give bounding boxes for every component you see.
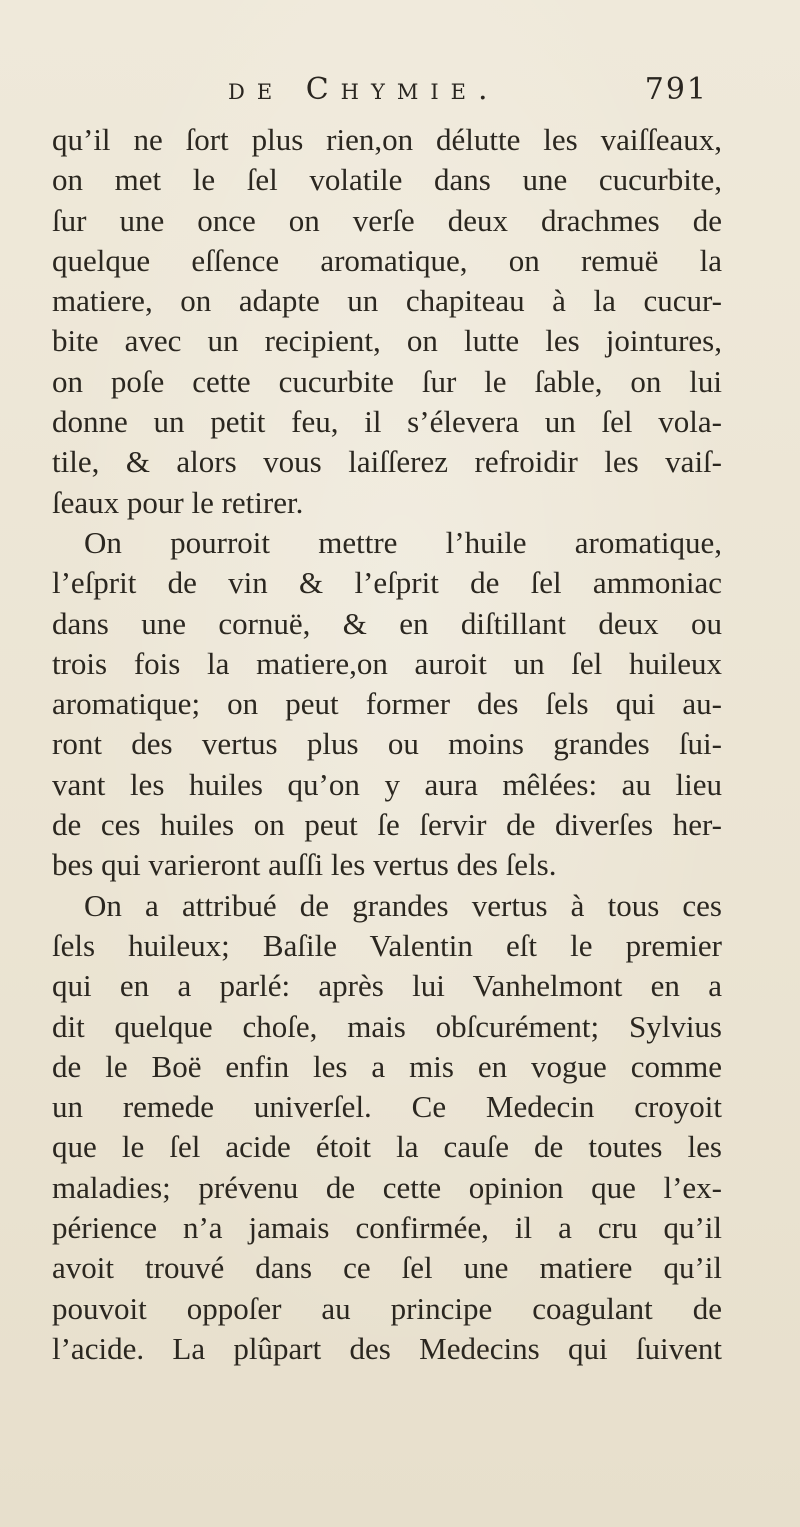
paragraph-start-line: On a attribué de grandes vertus à tous ces xyxy=(84,887,722,923)
text-line: on met le ſel volatile dans une cucurbite, xyxy=(52,162,722,198)
text-line: qui en a parlé: après lui Vanhelmont en a xyxy=(52,968,722,1004)
text-line: l’acide. La plûpart des Medecins qui ſuivent xyxy=(52,1330,722,1366)
text-line: maladies; prévenu de cette opinion que l’ex- xyxy=(52,1169,722,1205)
text-line: ſeaux pour le retirer. xyxy=(52,484,304,520)
text-line: pouvoit oppoſer au principe coagulant de xyxy=(52,1290,722,1326)
text-line: aromatique; on peut former des ſels qui au- xyxy=(52,686,722,722)
text-line: dit quelque choſe, mais obſcurément; Sylvius xyxy=(52,1008,722,1044)
text-line: ſels huileux; Baſile Valentin eſt le premier xyxy=(52,927,722,963)
text-line: que le ſel acide étoit la cauſe de toutes les xyxy=(52,1129,722,1165)
text-line: avoit trouvé dans ce ſel une matiere qu’il xyxy=(52,1250,722,1286)
text-line: bes qui varieront auſſi les vertus des ſels. xyxy=(52,847,557,883)
text-line: vant les huiles qu’on y aura mêlées: au lieu xyxy=(52,766,722,802)
text-line: de ces huiles on peut ſe ſervir de diverſes her- xyxy=(52,807,722,843)
text-line: bite avec un recipient, on lutte les jointures, xyxy=(52,323,722,359)
text-line: trois fois la matiere,on auroit un ſel huileux xyxy=(52,645,722,681)
page-number: 791 xyxy=(644,72,708,107)
body-text xyxy=(52,120,722,1369)
text-line: donne un petit feu, il s’élevera un ſel vola- xyxy=(52,404,722,440)
page-header xyxy=(228,72,708,122)
text-line: un remede univerſel. Ce Medecin croyoit xyxy=(52,1089,722,1125)
text-line: qu’il ne ſort plus rien,on délutte les vaiſſeaux, xyxy=(52,122,722,157)
paragraph-start-line: On pourroit mettre l’huile aromatique, xyxy=(84,524,722,560)
text-line: dans une cornuë, & en diſtillant deux ou xyxy=(52,605,722,641)
text-line: de le Boë enfin les a mis en vogue comme xyxy=(52,1048,722,1084)
text-line: matiere, on adapte un chapiteau à la cucur- xyxy=(52,283,722,319)
text-line: l’eſprit de vin & l’eſprit de ſel ammoniac xyxy=(52,565,722,601)
text-line: périence n’a jamais confirmée, il a cru qu’il xyxy=(52,1210,722,1246)
text-line: on poſe cette cucurbite ſur le ſable, on lui xyxy=(52,363,722,399)
text-line: quelque eſſence aromatique, on remuë la xyxy=(52,242,722,278)
running-title: de Chymie. xyxy=(228,72,500,107)
text-line: ront des vertus plus ou moins grandes ſui- xyxy=(52,726,722,762)
text-line: tile, & alors vous laiſſerez refroidir les vaiſ- xyxy=(52,444,722,480)
text-line: ſur une once on verſe deux drachmes de xyxy=(52,202,722,238)
